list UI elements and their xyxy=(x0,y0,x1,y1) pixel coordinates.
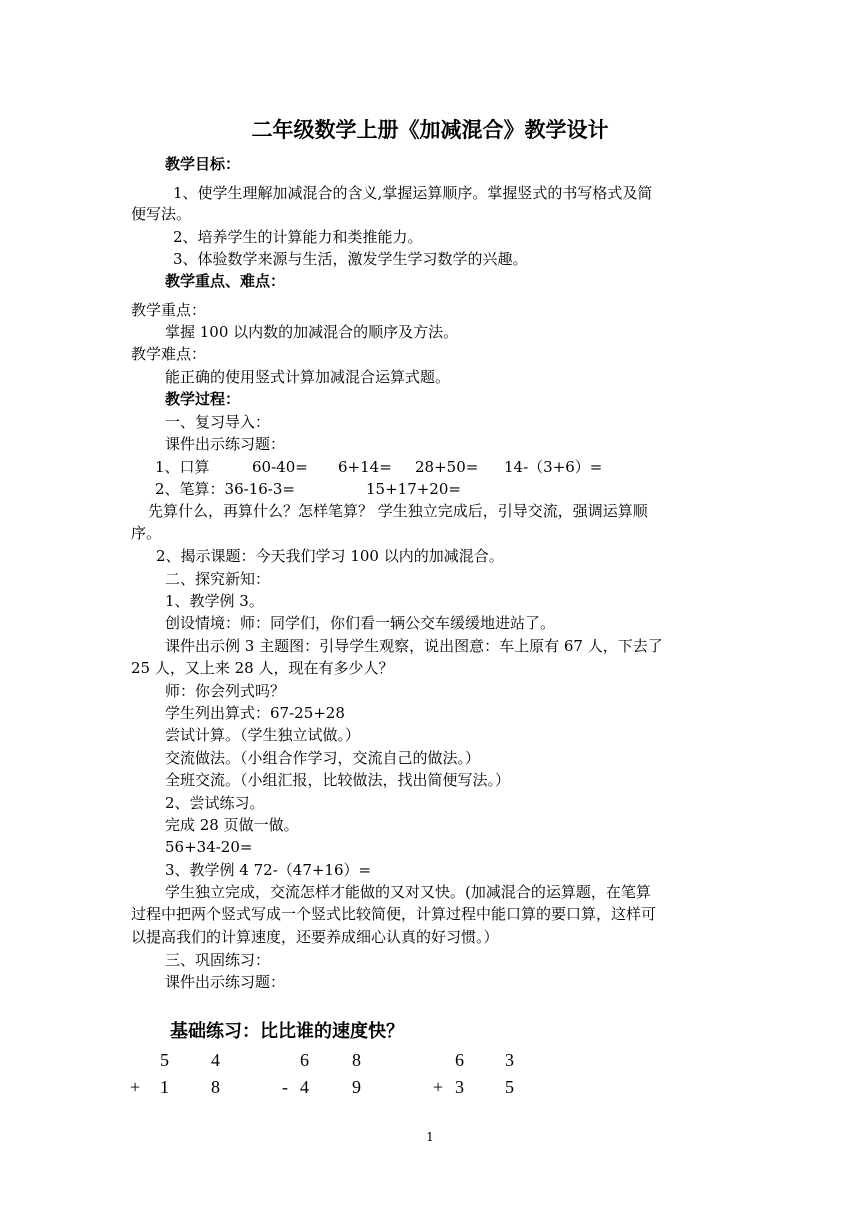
question-line1: 先算什么，再算什么？怎样笔算？ 学生独立完成后，引导交流，强调运算顺 xyxy=(148,502,648,520)
problem-2-top-tens: 6 xyxy=(300,1050,309,1070)
section-3-intro: 课件出示练习题： xyxy=(165,973,286,991)
oral-item-1: 60-40= xyxy=(252,458,308,476)
formula-text: 学生列出算式：67-25+28 xyxy=(165,704,345,722)
basic-practice-heading: 基础练习：比比谁的速度快？ xyxy=(170,1021,404,1042)
section-3-title: 三、巩固练习： xyxy=(165,951,271,969)
section-2-title: 二、探究新知： xyxy=(165,570,271,588)
difficulty-text: 能正确的使用竖式计算加减混合运算式题。 xyxy=(165,368,451,386)
example-4-line3: 以提高我们的计算速度，还要养成细心认真的好习惯。） xyxy=(131,928,499,946)
page-number: 1 xyxy=(426,1130,434,1144)
oral-item-3: 28+50= xyxy=(415,458,479,476)
example-4-title: 3、教学例 4 72-（47+16）= xyxy=(165,861,372,879)
oral-item-2: 6+14= xyxy=(338,458,392,476)
written-label: 2、笔算：36-16-3= xyxy=(155,480,295,498)
problem-2-operator: - xyxy=(282,1077,288,1097)
reveal-topic: 2、揭示课题：今天我们学习 100 以内的加减混合。 xyxy=(156,547,504,565)
example-3-line2: 25 人，又上来 28 人，现在有多少人？ xyxy=(131,659,394,677)
class-exchange-text: 全班交流。（小组汇报，比较做法，找出简便写法。） xyxy=(165,771,511,789)
problem-2-bottom-ones: 9 xyxy=(352,1077,361,1097)
keypoints-heading: 教学重点、难点： xyxy=(165,272,286,290)
example-4-line1: 学生独立完成，交流怎样才能做的又对又快。(加减混合的运算题，在笔算 xyxy=(165,883,651,901)
key-text: 掌握 100 以内数的加减混合的顺序及方法。 xyxy=(165,323,459,341)
oral-label: 1、口算 xyxy=(155,458,210,476)
problem-1-operator: + xyxy=(130,1077,141,1097)
problem-2-bottom-tens: 4 xyxy=(300,1077,309,1097)
problem-1-top-tens: 5 xyxy=(160,1050,169,1070)
problem-3-operator: + xyxy=(433,1077,444,1097)
try-practice-title: 2、尝试练习。 xyxy=(165,794,265,812)
teacher-ask: 师：你会列式吗？ xyxy=(165,682,286,700)
key-label: 教学重点： xyxy=(131,301,207,319)
written-item-2: 15+17+20= xyxy=(366,480,461,498)
example-4-line2: 过程中把两个竖式写成一个竖式比较简便，计算过程中能口算的要口算，这样可 xyxy=(131,905,657,923)
objective-1-line2: 便写法。 xyxy=(131,205,192,223)
oral-item-4: 14-（3+6）= xyxy=(504,458,603,476)
question-line2: 序。 xyxy=(131,524,162,542)
problem-2-top-ones: 8 xyxy=(352,1050,361,1070)
example-3-title: 1、教学例 3。 xyxy=(165,592,264,610)
section-1-title: 一、复习导入： xyxy=(165,413,271,431)
section-1-intro: 课件出示练习题： xyxy=(165,435,286,453)
exchange-text: 交流做法。（小组合作学习，交流自己的做法。） xyxy=(165,749,481,767)
page-task: 完成 28 页做一做。 xyxy=(165,816,299,834)
objective-3: 3、体验数学来源与生活，激发学生学习数学的兴趣。 xyxy=(173,250,528,268)
problem-3-bottom-ones: 5 xyxy=(505,1077,514,1097)
page-title: 二年级数学上册《加减混合》教学设计 xyxy=(251,118,609,142)
objective-1-line1: 1、使学生理解加减混合的含义,掌握运算顺序。掌握竖式的书写格式及简 xyxy=(173,184,653,202)
try-calc-text: 尝试计算。（学生独立试做。） xyxy=(165,726,361,744)
problem-1-bottom-ones: 8 xyxy=(211,1077,220,1097)
difficulty-label: 教学难点： xyxy=(131,345,207,363)
problem-3-top-ones: 3 xyxy=(505,1050,514,1070)
problem-3-top-tens: 6 xyxy=(455,1050,464,1070)
task-expression: 56+34-20= xyxy=(165,838,253,856)
problem-1-top-ones: 4 xyxy=(211,1050,220,1070)
objectives-heading: 教学目标： xyxy=(165,155,241,173)
example-3-line1: 课件出示例 3 主题图：引导学生观察，说出图意：车上原有 67 人，下去了 xyxy=(165,637,663,655)
problem-3-bottom-tens: 3 xyxy=(455,1077,464,1097)
process-heading: 教学过程： xyxy=(165,390,241,408)
objective-2: 2、培养学生的计算能力和类推能力。 xyxy=(173,228,423,246)
problem-1-bottom-tens: 1 xyxy=(160,1077,169,1097)
scene-text: 创设情境：师：同学们，你们看一辆公交车缓缓地进站了。 xyxy=(165,614,556,632)
